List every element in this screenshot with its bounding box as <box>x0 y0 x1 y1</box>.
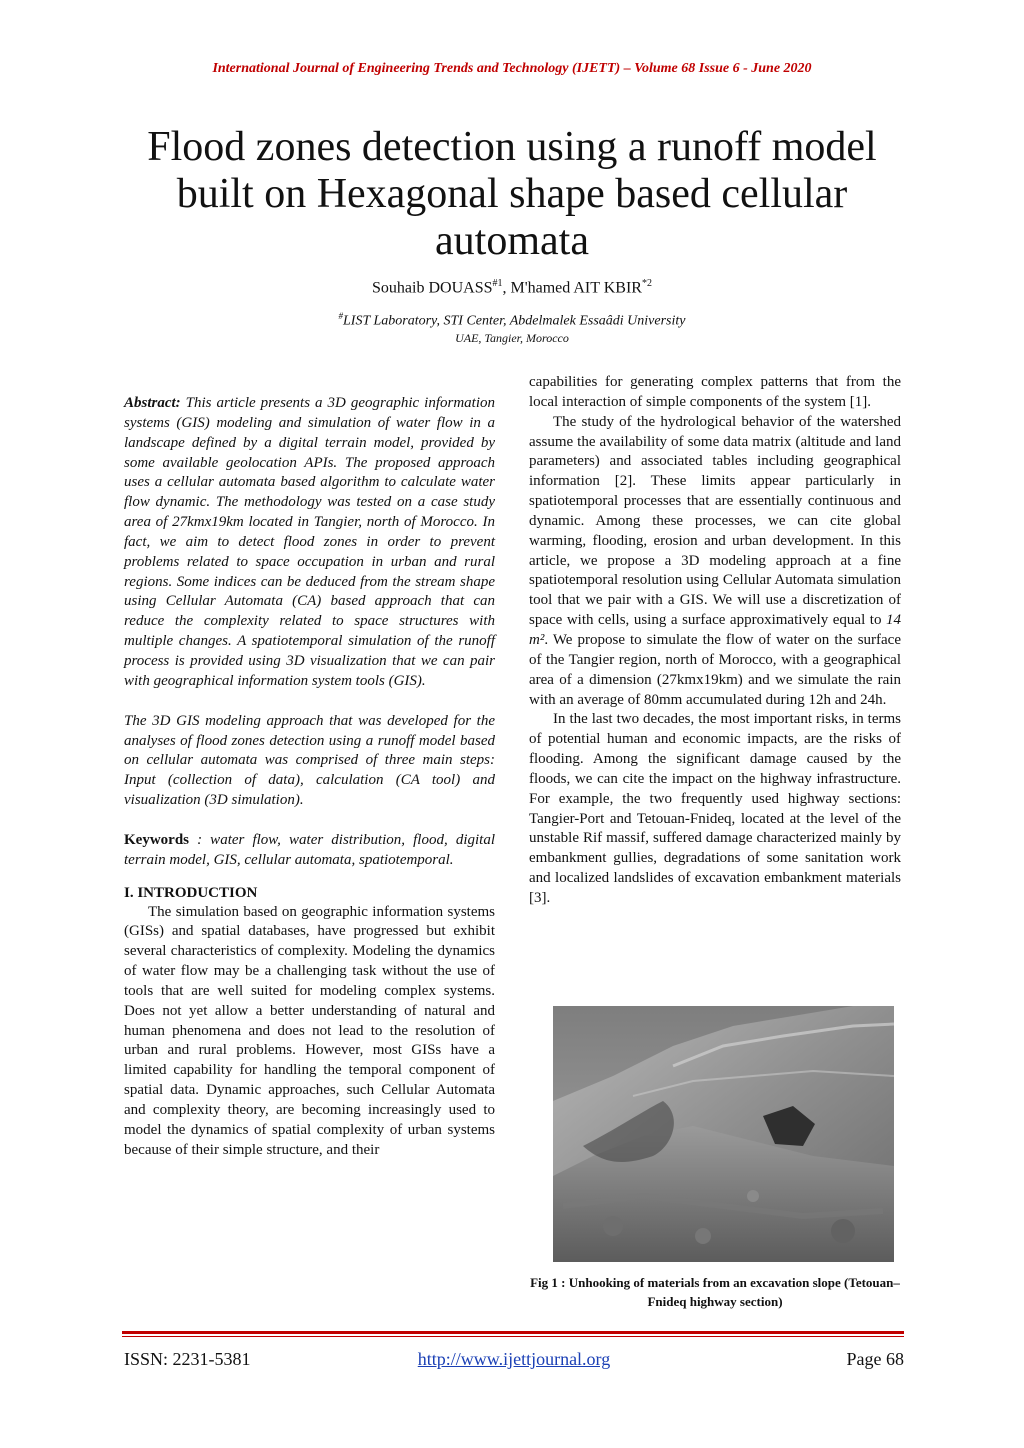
paper-title: Flood zones detection using a runoff model built on Hexagonal shape based cellular automata <box>147 124 877 264</box>
excavation-slope-photo <box>553 1006 894 1262</box>
abstract <box>124 394 495 692</box>
keywords <box>124 831 495 871</box>
left-column <box>124 394 495 1161</box>
keywords-label: Keywords <box>124 831 189 848</box>
right-column <box>529 373 901 909</box>
authors <box>0 278 1024 297</box>
intro-paragraph-1-continued: capabilities for generating complex patterns that from the local interaction of simple components of the system [1]. <box>529 374 901 410</box>
intro-p2-part1: The study of the hydrological behavior of the watershed assume the availability of some data matrix (altitude and land parameters) and associated tables including geographical information [2]. These limits appear particularly in spatiotemporal processes that are essentially continuous and dynamic. Among these processes, we can cite global warming, flooding, erosion and urban development. In this article, we propose a 3D modeling approach at a fine spatiotemporal resolution using Cellular Automata simulation tool that we pair with a GIS. We will use a discretization of space with cells, using a surface approximatively equal to <box>529 413 901 629</box>
author-1-marker: #1 <box>492 278 503 289</box>
affiliation-text: LIST Laboratory, STI Center, Abdelmalek Essaâdi University <box>343 313 686 329</box>
abstract-text: This article presents a 3D geographic information systems (GIS) modeling and simulation of water flow in a landscape defined by a digital terrain model, provided by some available geolocation APIs. The proposed approach uses a cellular automata based algorithm to calculate water flow dynamic. The methodology was tested on a case study area of 27kmx19km located in Tangier, north of Morocco. In fact, we aim to detect flood zones in order to prevent problems related to space occupation in urban and rural regions. Some indices can be deduced from the stream shape using Cellular Automata (CA) based approach that can reduce the complexity related to space structures with multiple changes. A spatiotemporal simulation of the runoff process is provided using 3D visualization that we can pair with geographical information system tools (GIS). <box>124 395 495 689</box>
intro-p2-part2: . We propose to simulate the flow of water on the surface of the Tangier region, north of Morocco, with a geographical area of a dimension (27kmx19km) and we simulate the rain with an average of 80mm accumulated during 12h and 24h. <box>529 631 901 708</box>
intro-paragraph-2 <box>529 413 901 711</box>
journal-header: International Journal of Engineering Trends and Technology (IJETT) – Volume 68 Issue 6 - June 2020 <box>212 61 812 76</box>
abstract-paragraph-2: The 3D GIS modeling approach that was developed for the analyses of flood zones detection using a runoff model based on cellular automata was comprised of three main steps: Input (collection of data), calculation (CA tool) and visualization (3D simulation). <box>124 712 495 809</box>
footer <box>124 1349 904 1373</box>
intro-paragraph-1: The simulation based on geographic information systems (GISs) and spatial databases, have progressed but exhibit several characteristics of complexity. Modeling the dynamics of water flow may be a challenging task without the use of tools that are well suited for modeling complex systems. Does not yet allow a better understanding of natural and human phenomena and does not lead to the resolution of urban and rural problems. However, most GISs have a limited capability for handling the temporal component of spatial data. Dynamic approaches, such Cellular Automata and complexity theory, are becoming increasingly used to model the dynamics of spatial complexity of urban systems because of their simple structure, and their <box>124 903 495 1158</box>
abstract-label: Abstract: <box>124 395 181 411</box>
footer-rule-thin <box>122 1336 904 1337</box>
keywords-text: : water flow, water distribution, flood, digital terrain model, GIS, cellular automata, spatiotemporal. <box>124 831 495 868</box>
affiliation-line-1 <box>0 311 1024 330</box>
footer-page-number: Page 68 <box>846 1349 904 1369</box>
affiliation-line-2: UAE, Tangier, Morocco <box>455 331 569 345</box>
figure-1-caption: Fig 1 : Unhooking of materials from an excavation slope (Tetouan–Fnideq highway section) <box>530 1275 900 1309</box>
affiliation-marker: # <box>338 311 343 321</box>
footer-url-link[interactable]: http://www.ijettjournal.org <box>417 1349 611 1369</box>
author-1-name: Souhaib DOUASS <box>372 279 493 297</box>
footer-url-wrap <box>124 1349 904 1370</box>
author-2-name: M'hamed AIT KBIR <box>510 279 642 297</box>
footer-rule-thick <box>122 1331 904 1334</box>
footer-issn: ISSN: 2231-5381 <box>124 1349 251 1369</box>
figure-1-photo <box>553 1006 894 1262</box>
section-heading-introduction: I. INTRODUCTION <box>124 884 258 901</box>
author-2-marker: *2 <box>641 278 652 289</box>
author-separator: , <box>502 279 511 297</box>
surface-area-math: 14 m² <box>529 612 901 648</box>
intro-paragraph-3: In the last two decades, the most important risks, in terms of potential human and economic impacts, are the risks of flooding. Among the significant damage caused by the floods, we can cite the impact on the highway infrastructure. For example, the two frequently used highway sections: Tangier-Port and Tetouan-Fnideq, located at the level of the unstable Rif massif, suffered damage characterized mainly by embankment gullies, degradations of some sanitation work and localized landslides of excavation embankment materials [3]. <box>529 711 901 906</box>
